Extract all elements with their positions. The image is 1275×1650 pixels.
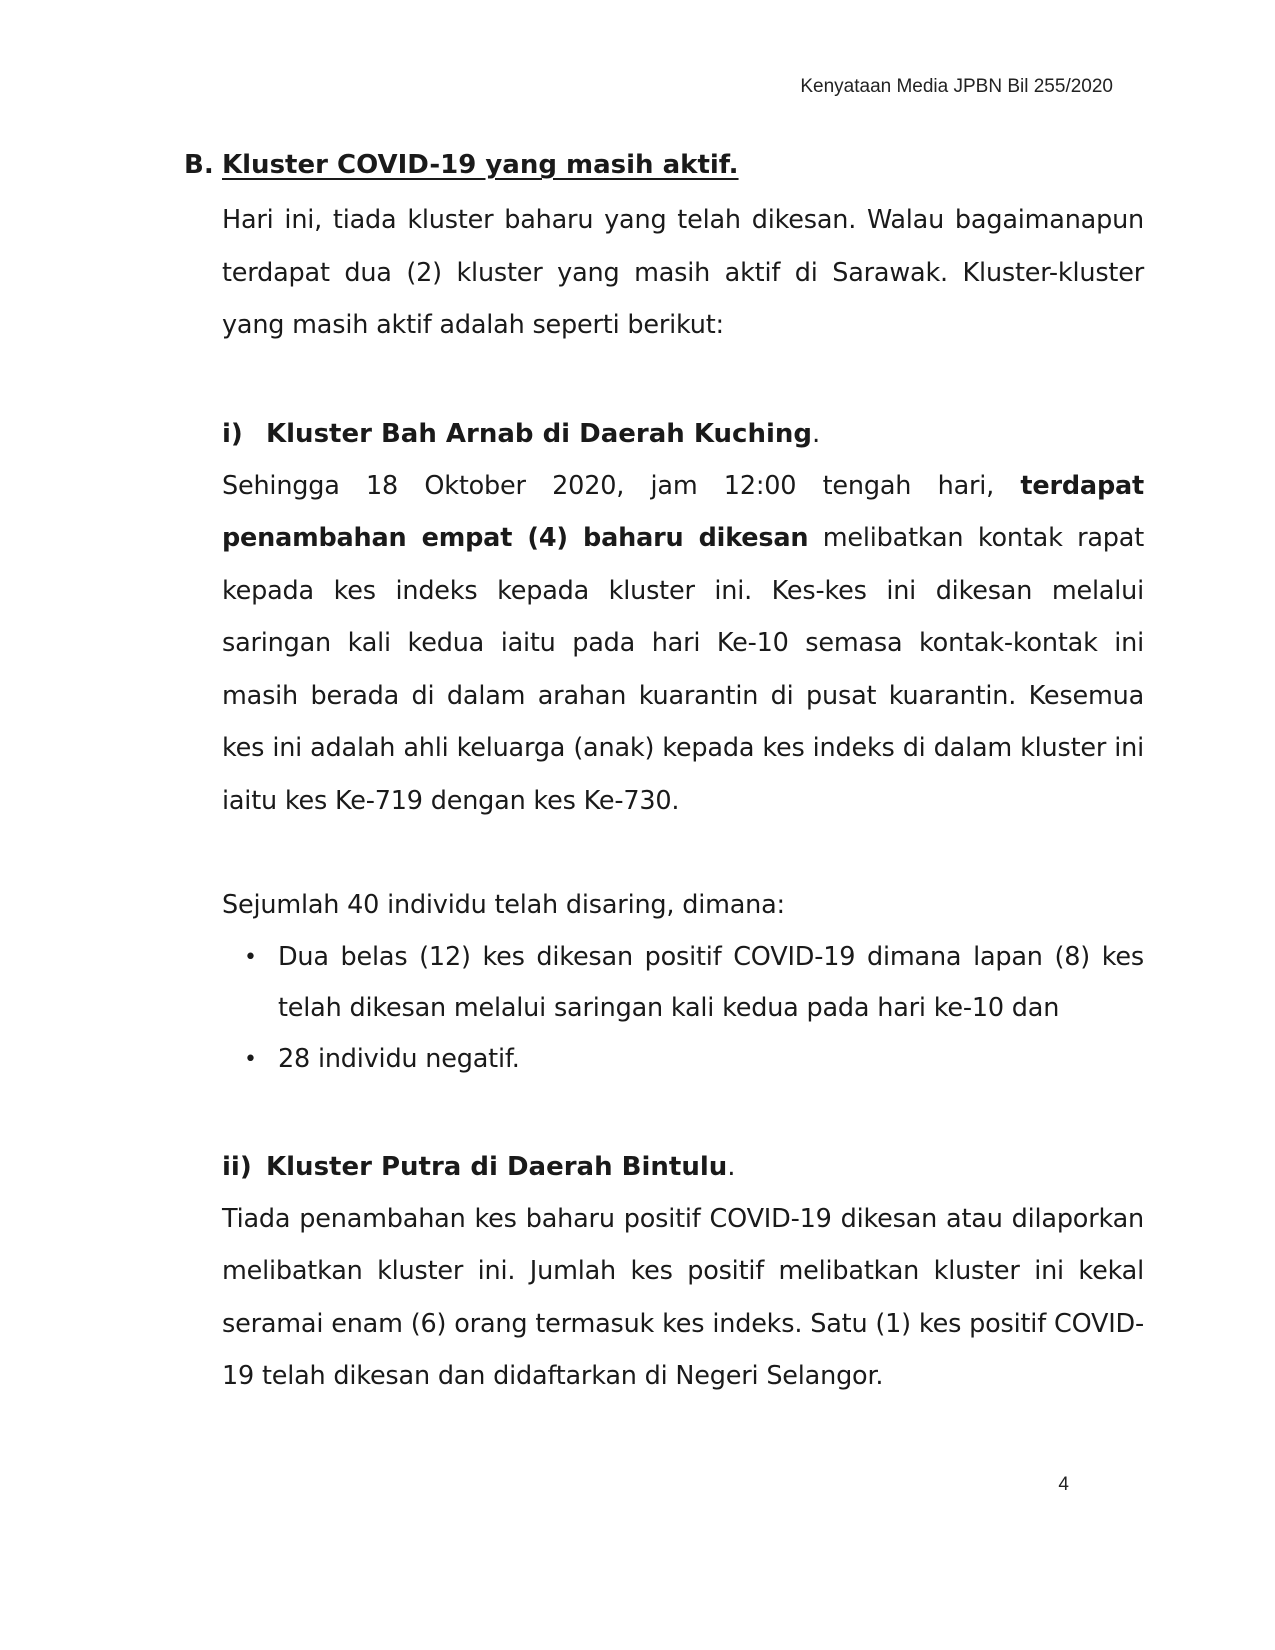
cluster-1-paragraph-rest: melibatkan kontak rapat kepada kes indeks kepada kluster ini. Kes-kes ini dikesan melalui saringan kali kedua iaitu pada hari Ke-10 semasa kontak-kontak ini masih berada di dalam arahan kuarantin di pusat kuarantin. Kesemua kes ini adalah ahli keluarga (anak) kepada kes indeks di dalam kluster ini iaitu kes Ke-719 dengan kes Ke-730. [222, 523, 1144, 816]
cluster-1-number: i) [222, 418, 243, 449]
cluster-2-title: Kluster Putra di Daerah Bintulu [266, 1151, 728, 1182]
page-number: 4 [1058, 1474, 1069, 1495]
cluster-2-paragraph: Tiada penambahan kes baharu positif COVID-19 dikesan atau dilaporkan melibatkan kluster ini. Jumlah kes positif melibatkan kluster ini kekal seramai enam (6) orang termasuk kes indeks. Satu (1) kes positif COVID-19 telah dikesan dan didaftarkan di Negeri Selangor. [222, 1203, 1144, 1391]
list-item: • Dua belas (12) kes dikesan positif COVID-19 dimana lapan (8) kes telah dikesan melalui saringan kali kedua pada hari ke-10 dan [222, 932, 1144, 1034]
list-item: • 28 individu negatif. [222, 1034, 1144, 1085]
cluster-1-heading [222, 408, 1144, 460]
cluster-1-title-period: . [812, 418, 821, 449]
cluster-1-screening-list [222, 932, 1144, 1085]
cluster-1-paragraph-emphasis: terdapat penambahan empat (4) baharu dikesan [222, 470, 1144, 553]
document-content [184, 150, 1144, 1403]
section-intro: Hari ini, tiada kluster baharu yang telah dikesan. Walau bagaimanapun terdapat dua (2) kluster yang masih aktif di Sarawak. Kluster-kluster yang masih aktif adalah seperti berikut: [222, 205, 1144, 340]
cluster-2-number: ii) [222, 1151, 252, 1182]
cluster-2-title-period: . [727, 1151, 736, 1182]
bullet-icon: • [244, 944, 257, 970]
cluster-1-title: Kluster Bah Arnab di Daerah Kuching [266, 418, 812, 449]
cluster-1-paragraph [222, 460, 1144, 828]
cluster-2-heading [222, 1141, 1144, 1193]
section-heading [184, 150, 1144, 180]
bullet-icon: • [244, 1046, 257, 1072]
cluster-1-screening-summary: Sejumlah 40 individu telah disaring, dimana: [222, 890, 785, 920]
section-letter: B. [184, 150, 214, 180]
section-body [222, 194, 1144, 1403]
cluster-1-paragraph-start: Sehingga 18 Oktober 2020, jam 12:00 tengah hari, [222, 470, 1021, 501]
section-title: Kluster COVID-19 yang masih aktif. [222, 150, 739, 180]
document-reference: Kenyataan Media JPBN Bil 255/2020 [800, 76, 1113, 97]
